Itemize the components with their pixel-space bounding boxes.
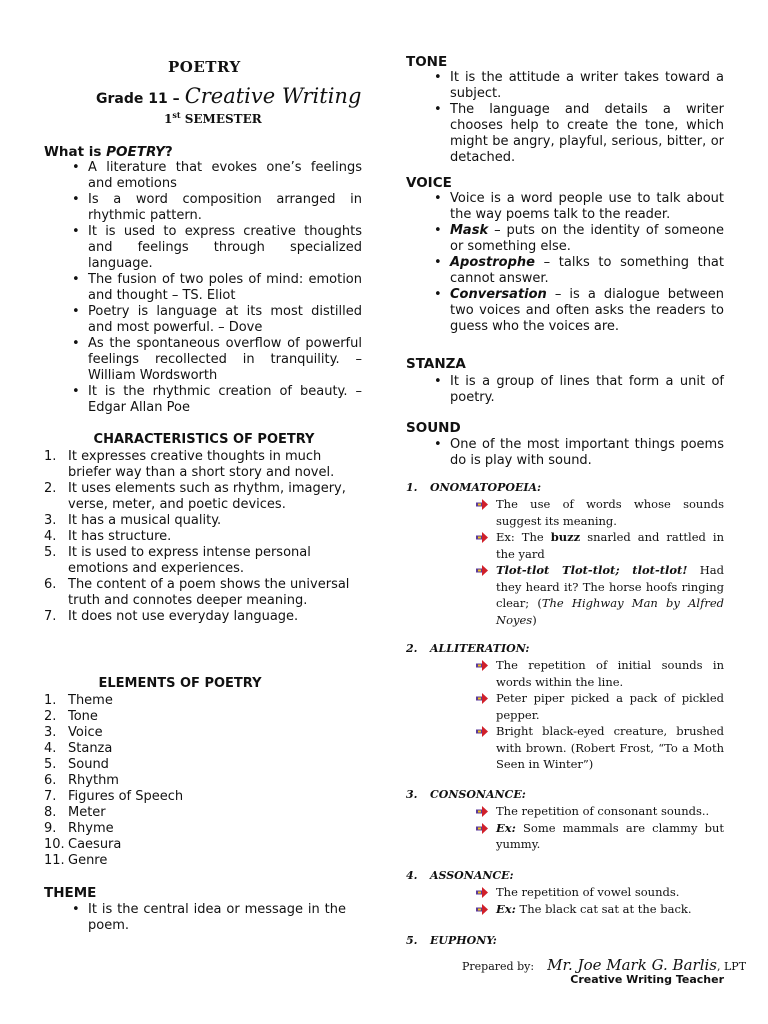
- list-item: [44, 725, 364, 741]
- term-apostrophe: Apostrophe: [450, 255, 535, 270]
- stanza-list: [428, 374, 724, 406]
- arrow-bullet-icon: [476, 532, 488, 543]
- sound-heading: SOUND: [406, 420, 461, 436]
- item-text: Rhythm: [68, 773, 119, 788]
- sub-num: 3.: [406, 788, 418, 801]
- author-role: Creative Writing Teacher: [570, 973, 724, 986]
- list-item: • It is the attitude a writer takes toward a subject.: [428, 70, 724, 102]
- prepared-by-line: [462, 955, 747, 974]
- item-text: Some mammals are clammy but yummy.: [496, 820, 724, 851]
- item-num: 3.: [44, 725, 57, 740]
- arrow-bullet-icon: [476, 565, 488, 576]
- item-text: It does not use everyday language.: [68, 609, 299, 624]
- list-item: [428, 255, 724, 287]
- tone-list: [428, 70, 724, 166]
- list-item: [44, 709, 364, 725]
- list-item: [44, 693, 364, 709]
- list-item: [44, 545, 364, 577]
- list-item: [44, 513, 364, 529]
- item-num: 9.: [44, 821, 57, 836]
- sub-num: 4.: [406, 869, 418, 882]
- item-num: 4.: [44, 741, 57, 756]
- arrow-bullet-icon: [476, 660, 488, 671]
- sub-title: EUPHONY:: [430, 934, 497, 947]
- list-item: [44, 821, 364, 837]
- what-is-em: POETRY: [106, 144, 165, 160]
- item-bold: Ex:: [496, 901, 516, 916]
- list-item: [476, 884, 724, 901]
- semester-sup: st: [172, 110, 181, 120]
- list-item: [428, 287, 724, 335]
- arrow-bullet-icon: [476, 887, 488, 898]
- voice-list: [428, 191, 724, 335]
- course-title: [96, 84, 361, 108]
- item-num: 1.: [44, 693, 57, 708]
- item-text: Tone: [68, 709, 98, 724]
- item-text: Caesura: [68, 837, 122, 852]
- item-text: Figures of Speech: [68, 789, 184, 804]
- what-is-suffix: ?: [164, 144, 173, 160]
- theme-list: [66, 902, 346, 934]
- onomatopoeia-list: [476, 496, 724, 628]
- item-text: Peter piper picked a pack of pickled pepper.: [496, 691, 724, 722]
- item-num: 11.: [44, 853, 65, 868]
- list-item: [44, 481, 364, 513]
- list-item: • Is a word composition arranged in rhythmic pattern.: [66, 192, 362, 224]
- stanza-heading: STANZA: [406, 356, 466, 372]
- characteristics-list: [44, 449, 364, 625]
- document-title: POETRY: [168, 58, 241, 76]
- semester-label: [164, 110, 262, 126]
- grade-label: Grade 11 –: [96, 91, 180, 107]
- list-item: • It is used to express creative thoughts and feelings through specialized language.: [66, 224, 362, 272]
- tone-heading: TONE: [406, 54, 448, 70]
- onomatopoeia-heading: [406, 481, 542, 494]
- list-item: • One of the most important things poems do is play with sound.: [428, 437, 724, 469]
- item-text: Had they heard it? The horse hoofs ringing clear; (: [496, 563, 725, 610]
- sub-title: CONSONANCE:: [430, 788, 526, 801]
- voice-heading: VOICE: [406, 175, 452, 191]
- item-text: The use of words whose sounds suggest its meaning.: [496, 497, 724, 528]
- item-bold: Ex:: [496, 820, 516, 835]
- assonance-list: [476, 884, 724, 917]
- item-num: 8.: [44, 805, 57, 820]
- list-item: • A literature that evokes one’s feelings and emotions: [66, 160, 362, 192]
- item-text: Stanza: [68, 741, 113, 756]
- list-item: [44, 837, 364, 853]
- semester-num: 1: [164, 112, 173, 126]
- list-item: [44, 449, 364, 481]
- item-num: 1.: [44, 449, 57, 464]
- item-num: 7.: [44, 789, 57, 804]
- what-is-prefix: What is: [44, 144, 107, 160]
- list-item: [428, 223, 724, 255]
- list-item: [44, 757, 364, 773]
- list-item: [44, 853, 364, 869]
- item-text: Sound: [68, 757, 109, 772]
- list-item: [476, 820, 724, 853]
- item-text: ): [532, 612, 537, 627]
- what-is-list: [66, 160, 362, 416]
- list-item: [476, 690, 724, 723]
- arrow-bullet-icon: [476, 726, 488, 737]
- item-text: It has structure.: [68, 529, 172, 544]
- item-text: The content of a poem shows the universal truth and connotes deeper meaning.: [68, 577, 350, 608]
- item-num: 10.: [44, 837, 65, 852]
- sub-num: 5.: [406, 934, 418, 947]
- item-text: snarled and rattled in the yard: [496, 530, 724, 561]
- list-item: [44, 773, 364, 789]
- item-text: It is used to express intense personal emotions and experiences.: [68, 545, 311, 576]
- consonance-list: [476, 803, 724, 853]
- term-conversation: Conversation: [450, 287, 547, 302]
- item-text: It uses elements such as rhythm, imagery, verse, meter, and poetic devices.: [68, 481, 346, 512]
- author-title-suffix: , LPT: [717, 960, 747, 973]
- list-item: • Voice is a word people use to talk about the way poems talk to the reader.: [428, 191, 724, 223]
- item-text: Theme: [68, 693, 113, 708]
- list-item: • It is the rhythmic creation of beauty. – Edgar Allan Poe: [66, 384, 362, 416]
- euphony-heading: [406, 934, 497, 947]
- list-item: [476, 562, 724, 628]
- list-item: [44, 805, 364, 821]
- sub-title: ASSONANCE:: [430, 869, 514, 882]
- item-text: Ex: The: [496, 530, 551, 544]
- subject-script: Creative Writing: [184, 84, 362, 108]
- elements-list: [44, 693, 364, 869]
- sub-title: ALLITERATION:: [430, 642, 530, 655]
- item-num: 6.: [44, 577, 57, 592]
- alliteration-list: [476, 657, 724, 773]
- sub-num: 2.: [406, 642, 418, 655]
- list-item: • As the spontaneous overflow of powerful feelings recollected in tranquility. – William Wordsworth: [66, 336, 362, 384]
- list-item: • It is the central idea or message in the poem.: [66, 902, 346, 934]
- consonance-heading: [406, 788, 526, 801]
- arrow-bullet-icon: [476, 499, 488, 510]
- list-item: • It is a group of lines that form a unit of poetry.: [428, 374, 724, 406]
- list-item: • The language and details a writer chooses help to create the tone, which might be angry, playful, serious, bitter, or detached.: [428, 102, 724, 166]
- list-item: [476, 657, 724, 690]
- arrow-bullet-icon: [476, 693, 488, 704]
- characteristics-heading: CHARACTERISTICS OF POETRY: [93, 432, 315, 447]
- item-num: 4.: [44, 529, 57, 544]
- list-item: [44, 741, 364, 757]
- list-item: [476, 723, 724, 773]
- item-text: The repetition of consonant sounds..: [496, 804, 710, 818]
- list-item: [44, 789, 364, 805]
- author-signature-name: Mr. Joe Mark G. Barlis: [547, 956, 717, 974]
- item-text: It expresses creative thoughts in much briefer way than a short story and novel.: [68, 449, 335, 480]
- item-text: The repetition of initial sounds in words within the line.: [496, 658, 724, 689]
- sub-title: ONOMATOPOEIA:: [430, 481, 542, 494]
- list-item: [44, 529, 364, 545]
- item-text: Meter: [68, 805, 106, 820]
- item-bold: Tlot-tlot Tlot-tlot; tlot-tlot!: [496, 563, 688, 577]
- item-num: 2.: [44, 709, 57, 724]
- list-item: • The fusion of two poles of mind: emotion and thought – TS. Eliot: [66, 272, 362, 304]
- item-text: The repetition of vowel sounds.: [496, 885, 680, 899]
- semester-text: SEMESTER: [180, 112, 262, 126]
- sound-list: [428, 437, 724, 469]
- item-italic: The Highway Man by Alfred Noyes: [496, 596, 724, 627]
- item-num: 2.: [44, 481, 57, 496]
- item-text: Voice: [68, 725, 103, 740]
- item-num: 3.: [44, 513, 57, 528]
- elements-heading: ELEMENTS OF POETRY: [98, 676, 262, 691]
- theme-heading: THEME: [44, 885, 97, 901]
- list-item: [44, 577, 364, 609]
- item-num: 5.: [44, 757, 57, 772]
- item-text: Rhyme: [68, 821, 114, 836]
- item-bold: buzz: [550, 530, 581, 544]
- item-text: It has a musical quality.: [68, 513, 222, 528]
- list-item: [476, 496, 724, 529]
- item-num: 7.: [44, 609, 57, 624]
- arrow-bullet-icon: [476, 904, 488, 915]
- list-item: [476, 901, 724, 918]
- list-item: [44, 609, 364, 625]
- prepared-by-label: Prepared by:: [462, 960, 535, 973]
- term-text: – is a dialogue between two voices and often asks the readers to guess who the voices are.: [450, 287, 724, 334]
- item-text: The black cat sat at the back.: [515, 901, 692, 916]
- sub-num: 1.: [406, 481, 418, 494]
- item-text: Genre: [68, 853, 108, 868]
- arrow-bullet-icon: [476, 806, 488, 817]
- assonance-heading: [406, 869, 514, 882]
- item-text: Bright black-eyed creature, brushed with brown. (Robert Frost, “To a Moth Seen in Winter”): [496, 724, 724, 771]
- what-is-heading: [44, 144, 173, 160]
- arrow-bullet-icon: [476, 823, 488, 834]
- item-num: 5.: [44, 545, 57, 560]
- term-text: – puts on the identity of someone or something else.: [450, 223, 724, 254]
- list-item: [476, 803, 724, 820]
- term-text: – talks to something that cannot answer.: [450, 255, 724, 286]
- item-num: 6.: [44, 773, 57, 788]
- alliteration-heading: [406, 642, 530, 655]
- term-mask: Mask: [450, 223, 489, 238]
- list-item: [476, 529, 724, 562]
- list-item: • Poetry is language at its most distilled and most powerful. – Dove: [66, 304, 362, 336]
